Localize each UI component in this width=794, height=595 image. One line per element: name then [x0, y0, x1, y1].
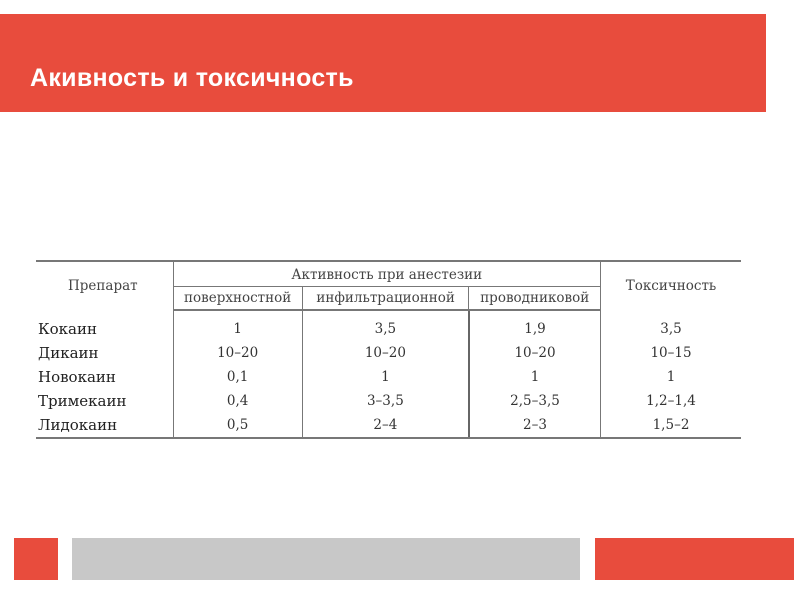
header-conduction: проводниковой	[469, 287, 601, 311]
toxicity-value: 1	[666, 369, 676, 385]
surface-value: 1	[173, 310, 302, 341]
table-row	[36, 341, 741, 365]
table-row	[36, 310, 741, 341]
conduction-value: 2–3	[469, 413, 601, 438]
header-row-1	[36, 261, 741, 287]
surface-value: 0,1	[173, 365, 302, 389]
toxicity-value: 1,2–1,4	[646, 393, 696, 409]
surface-value: 10–20	[173, 341, 302, 365]
header-drug: Препарат	[36, 261, 173, 310]
conduction-value: 1,9	[469, 310, 601, 341]
toxicity-value: 3,5	[660, 320, 682, 337]
surface-value: 0,5	[173, 413, 302, 438]
table-row	[36, 413, 741, 438]
infiltration-value: 10–20	[302, 341, 469, 365]
toxicity-table-container	[36, 260, 741, 439]
conduction-value: 1	[469, 365, 601, 389]
infiltration-value: 2–4	[302, 413, 469, 438]
infiltration-value: 3–3,5	[302, 389, 469, 413]
header-toxicity: Токсичность	[601, 261, 742, 310]
slide-title: Акивность и токсичность	[30, 64, 354, 92]
footer-accent-left	[14, 538, 58, 580]
toxicity-table	[36, 260, 741, 439]
infiltration-value: 3,5	[302, 310, 469, 341]
drug-name: Тримекаин	[36, 389, 173, 413]
conduction-value: 2,5–3,5	[469, 389, 601, 413]
drug-name: Кокаин	[36, 310, 173, 341]
footer-gray-bar	[72, 538, 580, 580]
toxicity-value: 10–15	[650, 345, 692, 361]
header-activity-group: Активность при анестезии	[173, 261, 601, 287]
table-row	[36, 365, 741, 389]
header-infiltration: инфильтрационной	[302, 287, 469, 311]
toxicity-value: 1,5–2	[601, 413, 742, 438]
surface-value: 0,4	[173, 389, 302, 413]
title-bar	[0, 14, 766, 112]
drug-name: Дикаин	[36, 341, 173, 365]
header-surface: поверхностной	[173, 287, 302, 311]
conduction-value: 10–20	[469, 341, 601, 365]
infiltration-value: 1	[302, 365, 469, 389]
drug-name: Новокаин	[36, 365, 173, 389]
footer-accent-right	[595, 538, 794, 580]
drug-name: Лидокаин	[36, 413, 173, 438]
table-row	[36, 389, 741, 413]
